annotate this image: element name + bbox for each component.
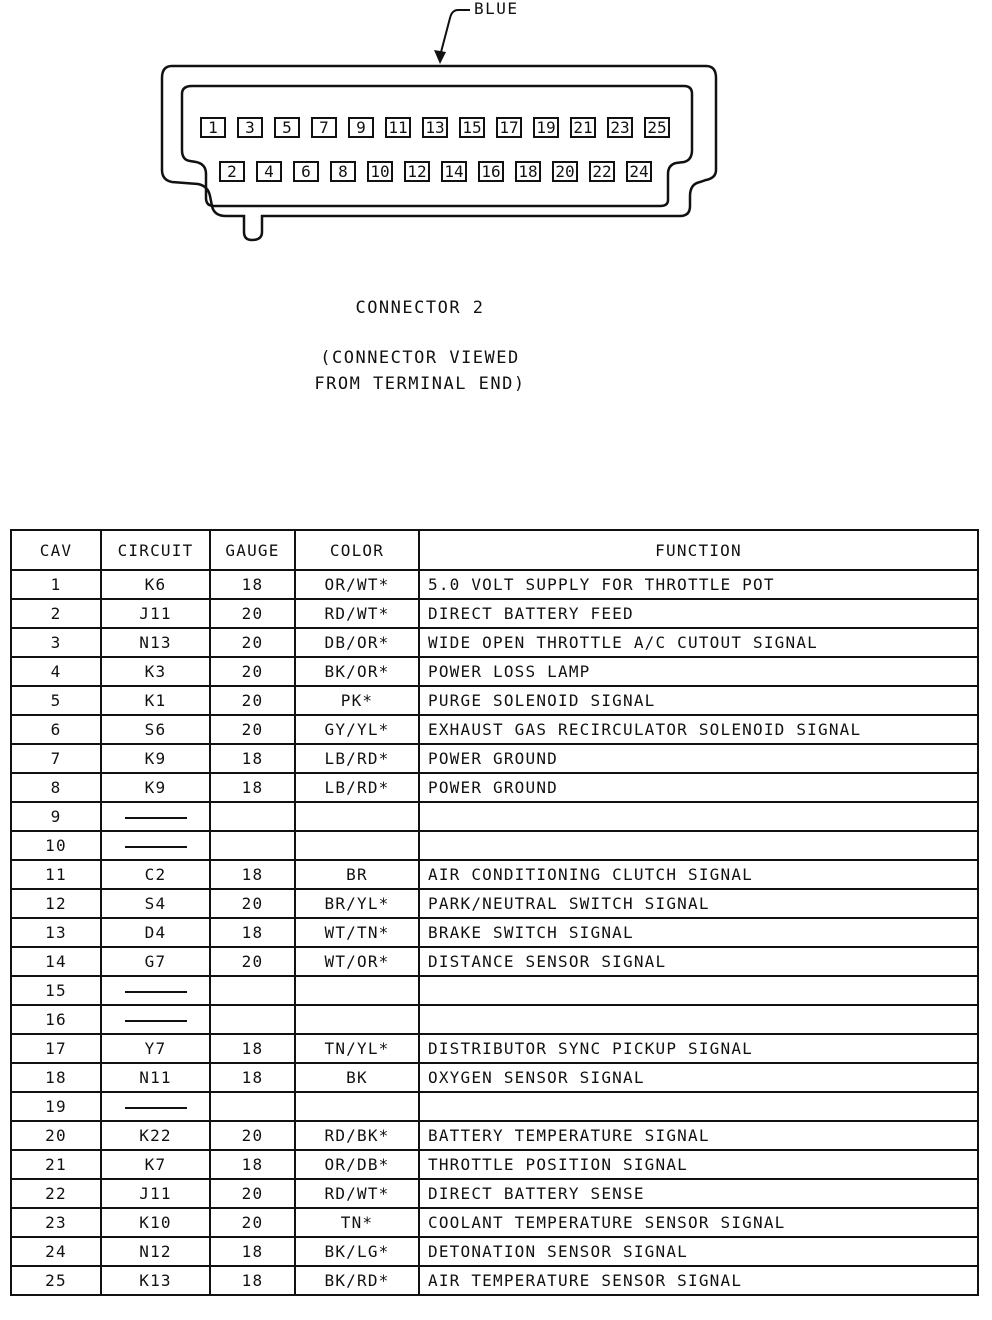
connector-cavity [182, 86, 692, 206]
cell-function: BATTERY TEMPERATURE SIGNAL [419, 1121, 978, 1150]
table-row [11, 1092, 978, 1121]
bottom-pin-row [220, 162, 651, 181]
cell-gauge: 20 [210, 1121, 295, 1150]
cell-circuit: Y7 [101, 1034, 210, 1063]
cell-cav: 22 [11, 1179, 101, 1208]
table-row [11, 1063, 978, 1092]
cell-cav: 2 [11, 599, 101, 628]
wire-leader-arrow [434, 50, 446, 64]
cell-circuit: N12 [101, 1237, 210, 1266]
cell-function: 5.0 VOLT SUPPLY FOR THROTTLE POT [419, 570, 978, 599]
connector-outline [0, 0, 992, 300]
cell-cav: 7 [11, 744, 101, 773]
cell-gauge: 18 [210, 1266, 295, 1295]
wire-color-label: BLUE [474, 0, 519, 18]
cell-cav: 19 [11, 1092, 101, 1121]
cell-circuit [101, 1092, 210, 1121]
cell-function: PURGE SOLENOID SIGNAL [419, 686, 978, 715]
cell-cav: 6 [11, 715, 101, 744]
pin-number: 8 [338, 162, 348, 181]
cell-gauge: 20 [210, 686, 295, 715]
pin-terminal [368, 162, 392, 181]
pin-number: 22 [592, 162, 612, 181]
cell-gauge [210, 831, 295, 860]
cell-cav: 13 [11, 918, 101, 947]
cell-circuit [101, 802, 210, 831]
cell-gauge: 20 [210, 947, 295, 976]
header-color: COLOR [295, 530, 419, 570]
pin-number: 11 [388, 118, 408, 137]
pin-terminal [349, 118, 373, 137]
table-row [11, 1179, 978, 1208]
cell-circuit [101, 1005, 210, 1034]
cell-function: DISTRIBUTOR SYNC PICKUP SIGNAL [419, 1034, 978, 1063]
pin-number: 20 [555, 162, 575, 181]
pin-number: 10 [370, 162, 390, 181]
pin-number: 18 [518, 162, 538, 181]
cell-color: DB/OR* [295, 628, 419, 657]
pin-terminal [275, 118, 299, 137]
cell-cav: 21 [11, 1150, 101, 1179]
cell-color: WT/TN* [295, 918, 419, 947]
cell-cav: 18 [11, 1063, 101, 1092]
cell-circuit: K9 [101, 773, 210, 802]
cell-circuit: N11 [101, 1063, 210, 1092]
cell-circuit [101, 831, 210, 860]
cell-circuit: K1 [101, 686, 210, 715]
cell-function: COOLANT TEMPERATURE SENSOR SIGNAL [419, 1208, 978, 1237]
cell-function: DIRECT BATTERY SENSE [419, 1179, 978, 1208]
connector-diagram [0, 0, 992, 480]
pin-number: 15 [462, 118, 482, 137]
pin-terminal [516, 162, 540, 181]
cell-gauge: 20 [210, 599, 295, 628]
cell-function [419, 802, 978, 831]
pin-terminal [220, 162, 244, 181]
cell-function: AIR TEMPERATURE SENSOR SIGNAL [419, 1266, 978, 1295]
pin-number: 2 [227, 162, 237, 181]
pin-terminal [645, 118, 669, 137]
cell-function [419, 976, 978, 1005]
table-row [11, 1150, 978, 1179]
cell-circuit: K3 [101, 657, 210, 686]
pin-number: 16 [481, 162, 501, 181]
pin-number: 7 [319, 118, 329, 137]
pin-number: 23 [610, 118, 630, 137]
cell-function: PARK/NEUTRAL SWITCH SIGNAL [419, 889, 978, 918]
table-row [11, 1266, 978, 1295]
pin-number: 12 [407, 162, 427, 181]
pin-terminal [590, 162, 614, 181]
cell-color [295, 1005, 419, 1034]
cell-cav: 4 [11, 657, 101, 686]
cell-cav: 10 [11, 831, 101, 860]
table-row [11, 918, 978, 947]
cell-function [419, 831, 978, 860]
cell-circuit: K13 [101, 1266, 210, 1295]
cell-function: OXYGEN SENSOR SIGNAL [419, 1063, 978, 1092]
cell-gauge [210, 976, 295, 1005]
unused-cavity-dash [125, 817, 187, 819]
pin-number: 13 [425, 118, 445, 137]
cell-circuit: K7 [101, 1150, 210, 1179]
cell-circuit: K9 [101, 744, 210, 773]
pin-terminal [571, 118, 595, 137]
pin-number: 3 [245, 118, 255, 137]
cell-gauge: 18 [210, 570, 295, 599]
cell-cav: 23 [11, 1208, 101, 1237]
table-row [11, 889, 978, 918]
cell-gauge: 18 [210, 744, 295, 773]
cell-cav: 12 [11, 889, 101, 918]
cell-function: POWER LOSS LAMP [419, 657, 978, 686]
table-row [11, 657, 978, 686]
view-note-line2: FROM TERMINAL END) [314, 374, 526, 394]
cell-circuit: D4 [101, 918, 210, 947]
view-note-line1: (CONNECTOR VIEWED [320, 348, 520, 368]
table-row [11, 976, 978, 1005]
pin-terminal [534, 118, 558, 137]
cell-color [295, 831, 419, 860]
cell-function: EXHAUST GAS RECIRCULATOR SOLENOID SIGNAL [419, 715, 978, 744]
table-row [11, 947, 978, 976]
cell-color: BK/RD* [295, 1266, 419, 1295]
pin-terminal [608, 118, 632, 137]
cell-color: OR/WT* [295, 570, 419, 599]
table-row [11, 1237, 978, 1266]
pin-number: 25 [647, 118, 667, 137]
table-row [11, 628, 978, 657]
cell-circuit: K10 [101, 1208, 210, 1237]
cell-cav: 14 [11, 947, 101, 976]
cell-function [419, 1005, 978, 1034]
cell-cav: 5 [11, 686, 101, 715]
cell-color: RD/WT* [295, 599, 419, 628]
cell-circuit: C2 [101, 860, 210, 889]
cell-function: POWER GROUND [419, 744, 978, 773]
cell-color: BK [295, 1063, 419, 1092]
cell-circuit: K6 [101, 570, 210, 599]
cell-circuit: K22 [101, 1121, 210, 1150]
cell-gauge: 20 [210, 715, 295, 744]
table-row [11, 831, 978, 860]
pin-terminal [405, 162, 429, 181]
pin-terminal [257, 162, 281, 181]
pin-terminal [312, 118, 336, 137]
pin-terminal [294, 162, 318, 181]
cell-color: LB/RD* [295, 744, 419, 773]
cell-color: BK/OR* [295, 657, 419, 686]
pin-terminal [460, 118, 484, 137]
unused-cavity-dash [125, 991, 187, 993]
cell-function: DETONATION SENSOR SIGNAL [419, 1237, 978, 1266]
pin-number: 1 [208, 118, 218, 137]
cell-color: BR/YL* [295, 889, 419, 918]
pin-terminal [497, 118, 521, 137]
cell-color: TN/YL* [295, 1034, 419, 1063]
cell-cav: 11 [11, 860, 101, 889]
cell-color: WT/OR* [295, 947, 419, 976]
top-pin-row [201, 118, 669, 137]
pin-terminal [442, 162, 466, 181]
cell-circuit: S6 [101, 715, 210, 744]
cell-circuit: G7 [101, 947, 210, 976]
cell-cav: 25 [11, 1266, 101, 1295]
pin-number: 17 [499, 118, 519, 137]
cell-circuit: S4 [101, 889, 210, 918]
connector-housing [162, 66, 716, 240]
cell-gauge: 18 [210, 860, 295, 889]
wire-leader-line [440, 10, 470, 56]
cell-cav: 9 [11, 802, 101, 831]
table-row [11, 1034, 978, 1063]
pin-number: 5 [282, 118, 292, 137]
cell-cav: 17 [11, 1034, 101, 1063]
unused-cavity-dash [125, 1020, 187, 1022]
cell-cav: 20 [11, 1121, 101, 1150]
cell-gauge [210, 1092, 295, 1121]
cell-gauge: 18 [210, 773, 295, 802]
cell-circuit: J11 [101, 599, 210, 628]
cell-gauge [210, 1005, 295, 1034]
cell-function: BRAKE SWITCH SIGNAL [419, 918, 978, 947]
cell-gauge [210, 802, 295, 831]
table-header-row [11, 530, 978, 570]
cell-function: WIDE OPEN THROTTLE A/C CUTOUT SIGNAL [419, 628, 978, 657]
cell-gauge: 20 [210, 889, 295, 918]
table-row [11, 802, 978, 831]
pin-number: 9 [356, 118, 366, 137]
table-row [11, 1208, 978, 1237]
cell-function: AIR CONDITIONING CLUTCH SIGNAL [419, 860, 978, 889]
cell-gauge: 18 [210, 1063, 295, 1092]
table-row [11, 1005, 978, 1034]
pin-number: 6 [301, 162, 311, 181]
cell-gauge: 20 [210, 657, 295, 686]
cell-cav: 15 [11, 976, 101, 1005]
pinout-table [10, 529, 979, 1296]
cell-color: LB/RD* [295, 773, 419, 802]
cell-color: PK* [295, 686, 419, 715]
header-circuit: CIRCUIT [101, 530, 210, 570]
table-row [11, 570, 978, 599]
pin-terminal [627, 162, 651, 181]
cell-gauge: 20 [210, 628, 295, 657]
pin-terminal [331, 162, 355, 181]
cell-gauge: 20 [210, 1179, 295, 1208]
pin-number: 14 [444, 162, 464, 181]
pin-terminal [386, 118, 410, 137]
cell-gauge: 18 [210, 1034, 295, 1063]
pin-terminal [553, 162, 577, 181]
pin-terminal [423, 118, 447, 137]
cell-color: GY/YL* [295, 715, 419, 744]
table-row [11, 599, 978, 628]
cell-function: DIRECT BATTERY FEED [419, 599, 978, 628]
cell-function: THROTTLE POSITION SIGNAL [419, 1150, 978, 1179]
cell-circuit: N13 [101, 628, 210, 657]
pin-terminal [479, 162, 503, 181]
cell-color [295, 976, 419, 1005]
connector-title: CONNECTOR 2 [355, 298, 485, 318]
table-row [11, 715, 978, 744]
header-cav: CAV [11, 530, 101, 570]
pin-number: 24 [629, 162, 649, 181]
cell-cav: 3 [11, 628, 101, 657]
cell-function: DISTANCE SENSOR SIGNAL [419, 947, 978, 976]
cell-cav: 1 [11, 570, 101, 599]
table-row [11, 860, 978, 889]
cell-function [419, 1092, 978, 1121]
table-body [11, 570, 978, 1295]
pin-number: 21 [573, 118, 593, 137]
pin-terminal [238, 118, 262, 137]
cell-gauge: 18 [210, 1237, 295, 1266]
cell-gauge: 18 [210, 1150, 295, 1179]
table-row [11, 744, 978, 773]
cell-cav: 24 [11, 1237, 101, 1266]
cell-cav: 8 [11, 773, 101, 802]
unused-cavity-dash [125, 846, 187, 848]
cell-color: BR [295, 860, 419, 889]
cell-color: RD/WT* [295, 1179, 419, 1208]
table-row [11, 686, 978, 715]
pin-number: 4 [264, 162, 274, 181]
cell-circuit [101, 976, 210, 1005]
pin-number: 19 [536, 118, 556, 137]
cell-gauge: 20 [210, 1208, 295, 1237]
cell-cav: 16 [11, 1005, 101, 1034]
cell-color: BK/LG* [295, 1237, 419, 1266]
table-row [11, 1121, 978, 1150]
header-function: FUNCTION [419, 530, 978, 570]
cell-color [295, 1092, 419, 1121]
cell-function: POWER GROUND [419, 773, 978, 802]
table-row [11, 773, 978, 802]
cell-circuit: J11 [101, 1179, 210, 1208]
cell-color [295, 802, 419, 831]
cell-gauge: 18 [210, 918, 295, 947]
cell-color: OR/DB* [295, 1150, 419, 1179]
pin-terminal [201, 118, 225, 137]
cell-color: RD/BK* [295, 1121, 419, 1150]
header-gauge: GAUGE [210, 530, 295, 570]
cell-color: TN* [295, 1208, 419, 1237]
unused-cavity-dash [125, 1107, 187, 1109]
